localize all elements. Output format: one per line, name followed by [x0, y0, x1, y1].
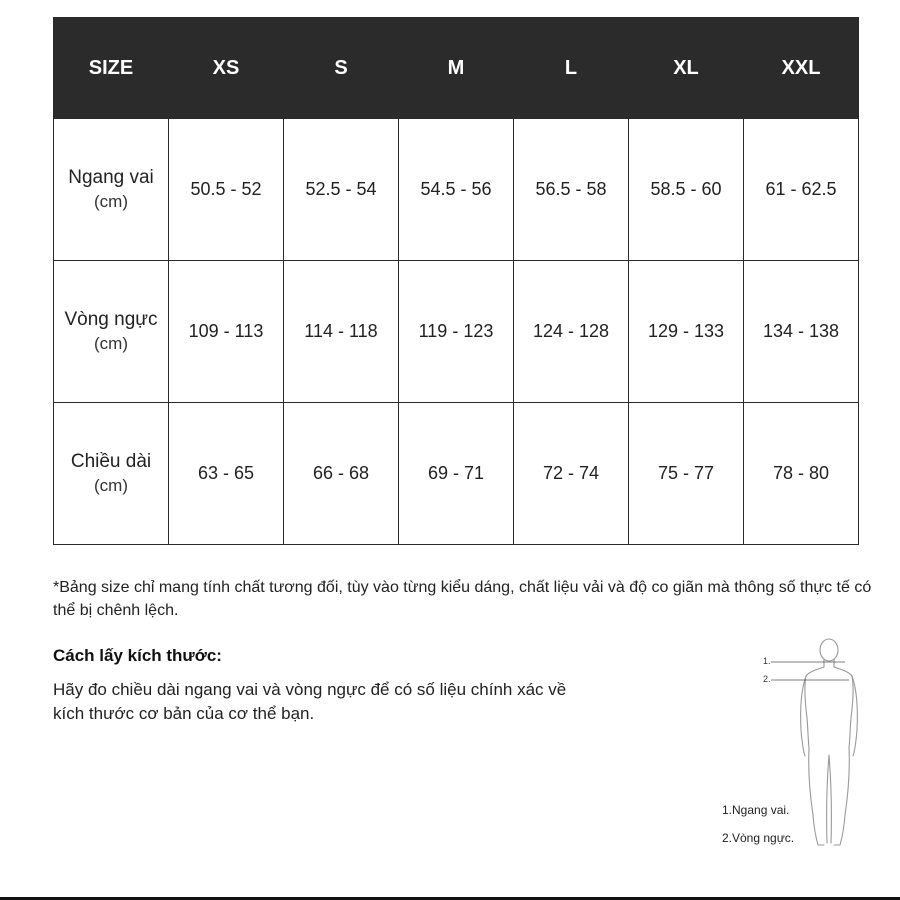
table-cell: 114 - 118	[284, 261, 399, 403]
body-measurement-figure	[715, 630, 895, 860]
table-cell: 54.5 - 56	[399, 119, 514, 261]
table-cell: 52.5 - 54	[284, 119, 399, 261]
table-cell: 66 - 68	[284, 403, 399, 545]
table-cell: 50.5 - 52	[169, 119, 284, 261]
table-cell: 72 - 74	[514, 403, 629, 545]
table-cell: 56.5 - 58	[514, 119, 629, 261]
header-size: SIZE	[54, 18, 169, 119]
table-cell: 119 - 123	[399, 261, 514, 403]
header-s: S	[284, 18, 399, 119]
marker-2: 2.	[763, 674, 771, 684]
row-label-text: Chiều dài	[70, 450, 152, 472]
table-row	[54, 403, 859, 545]
table-cell: 109 - 113	[169, 261, 284, 403]
header-l: L	[514, 18, 629, 119]
table-cell: 63 - 65	[169, 403, 284, 545]
row-label-chest	[54, 261, 169, 403]
table-cell: 61 - 62.5	[744, 119, 859, 261]
row-label-text: Ngang vai	[68, 166, 154, 188]
legend-chest: 2.Vòng ngực.	[722, 831, 795, 845]
row-unit: (cm)	[94, 191, 128, 211]
howto-title: Cách lấy kích thước:	[53, 646, 222, 665]
marker-1: 1.	[763, 656, 771, 666]
header-xl: XL	[629, 18, 744, 119]
disclaimer-note: *Bảng size chỉ mang tính chất tương đối, tùy vào từng kiểu dáng, chất liệu vải và độ co giãn mà thông số thực tế có thể bị chênh lệch.	[53, 579, 872, 619]
header-m: M	[399, 18, 514, 119]
howto-text: Hãy đo chiều dài ngang vai và vòng ngực để có số liệu chính xác về kích thước cơ bản của cơ thể bạn.	[53, 680, 567, 723]
table-cell: 134 - 138	[744, 261, 859, 403]
table-cell: 58.5 - 60	[629, 119, 744, 261]
table-cell: 75 - 77	[629, 403, 744, 545]
row-unit: (cm)	[94, 475, 128, 495]
row-unit: (cm)	[94, 333, 128, 353]
header-xxl: XXL	[744, 18, 859, 119]
size-chart-table	[53, 17, 859, 545]
legend-shoulder: 1.Ngang vai.	[722, 803, 790, 817]
body-outline-icon	[715, 630, 895, 860]
table-cell: 124 - 128	[514, 261, 629, 403]
table-cell: 69 - 71	[399, 403, 514, 545]
header-xs: XS	[169, 18, 284, 119]
table-row	[54, 261, 859, 403]
table-header-row	[54, 18, 859, 119]
table-row	[54, 119, 859, 261]
table-cell: 129 - 133	[629, 261, 744, 403]
table-cell: 78 - 80	[744, 403, 859, 545]
row-label-shoulder	[54, 119, 169, 261]
row-label-length	[54, 403, 169, 545]
row-label-text: Vòng ngực	[64, 308, 158, 330]
